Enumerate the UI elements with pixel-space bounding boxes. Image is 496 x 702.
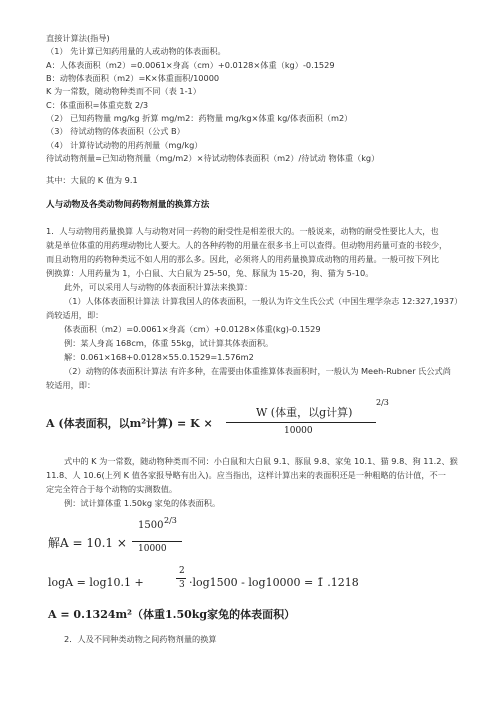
formula-surface-area	[46, 398, 389, 442]
text-line: B：动物体表面积（m2）=K×体重面积/10000	[46, 73, 220, 83]
text-line: 例：试计算体重 1.50kg 家兔的体表面积。	[64, 498, 221, 508]
text-line: 例：某人身高 168cm，体重 55kg，试计算其体表面积。	[64, 338, 274, 348]
text-line: 解：0.061×168+0.0128×55.0.1529=1.576m2	[64, 352, 254, 362]
formula-exponent: 2/3	[376, 398, 389, 407]
section-heading: 人与动物及各类动物间药物剂量的换算方法	[46, 200, 210, 210]
text-line: （4） 计算待试动物的用药剂量（mg/kg）	[46, 140, 203, 150]
fraction-bar	[176, 578, 186, 579]
text-line: （1）人体体表面积计算法 计算我国人的体表面积，一般认为许文生氏公式（中国生理学杂志 12:327,1937）	[64, 296, 463, 306]
fraction-denominator: 3	[179, 580, 185, 590]
text-line: 待试动物剂量=已知动物剂量（mg/m2）×待试动物体表面积（m2）/待试动 物体重（kg）	[46, 153, 380, 163]
text-line: 2．人及不同种类动物之间药物剂量的换算	[64, 634, 217, 644]
formula-numerator: W (体重，以g计算)	[256, 406, 353, 419]
text-line: （1） 先计算已知药用量的人或动物的体表面积。	[46, 46, 226, 56]
text-line: 此外，可以采用人与动物的体表面积计算法来换算：	[64, 282, 253, 292]
formula-denominator: 10000	[138, 544, 167, 554]
formula-log: logA = log10.1 +	[48, 576, 144, 589]
text-line: 式中的 K 为一常数，随动物种类而不同：小白鼠和大白鼠 9.1、豚鼠 9.8、家兔 10.1、猫 9.8、狗 11.2、猴	[64, 456, 458, 466]
formula-exponent: 2/3	[164, 516, 177, 525]
fraction-bar	[226, 422, 376, 423]
text-line: 定完全符合于每个动物的实测数值。	[46, 484, 178, 494]
text-line: 其中：大鼠的 K 值为 9.1	[46, 175, 138, 185]
text-line: 11.8、人 10.6(上列 K 值各家报导略有出入)。应当指出，这样计算出来的表面积还是一种粗略的估计值，不一	[46, 470, 446, 480]
text-line: 就是单位体重的用药理动物比人要大。人的各种药物的用量在很多书上可以查得。但动物用药量可查的书较少，	[46, 240, 448, 250]
formula-rabbit-example	[46, 516, 386, 626]
formula-log-result: ·log1500 - log10000 = 1̄ .1218	[189, 576, 359, 589]
formula-denominator: 10000	[284, 426, 313, 436]
formula-numerator: 1500	[138, 520, 164, 531]
text-line: 体表面积（m2）=0.0061×身高（cm）+0.0128×体重(kg)-0.1529	[64, 324, 321, 334]
text-line: 较适用，即：	[46, 380, 96, 390]
text-line: 而且动物用的药物种类远不如人用的那么多。因此，必须将人的用药量换算成动物的用药量。一般可按下列比	[46, 254, 440, 264]
formula-lhs: 解A = 10.1 ×	[48, 536, 127, 550]
text-line: 直接计算法(指导)	[46, 33, 110, 43]
text-line: 1．人与动物用药量换算 人与动物对同一药物的耐受性是相差很大的。一般说来，动物的耐受性要比人大，也	[46, 226, 439, 236]
text-line: K 为一常数，随动物种类而不同（表 1-1）	[46, 86, 201, 96]
fraction-bar	[132, 541, 182, 542]
text-line: 例换算：人用药量为 1，小白鼠、大白鼠为 25-50，兔、豚鼠为 15-20，狗、猫为 5-10。	[46, 268, 374, 278]
text-line: （2） 已知药物量 mg/kg 折算 mg/m2：药物量 mg/kg×体重 kg/体表面积（m2）	[46, 113, 353, 123]
text-line: （2）动物的体表面积计算法 有许多种，在需要由体重推算体表面积时，一般认为 Meeh-Rubner 氏公式尚	[64, 366, 451, 376]
text-line: C：体重面积=体重克数 2/3	[46, 100, 149, 110]
formula-result: A = 0.1324m²（体重1.50kg家兔的体表面积）	[48, 608, 296, 621]
text-line: 尚较适用，即：	[46, 310, 104, 320]
fraction-numerator: 2	[179, 566, 185, 576]
formula-lhs: A (体表面积，以m²计算) = K ×	[46, 417, 213, 430]
text-line: A：人体表面积（m2）=0.0061×身高（cm）+0.0128×体重（kg）-0.1529	[46, 60, 335, 70]
text-line: （3） 待试动物的体表面积（公式 B）	[46, 126, 185, 136]
